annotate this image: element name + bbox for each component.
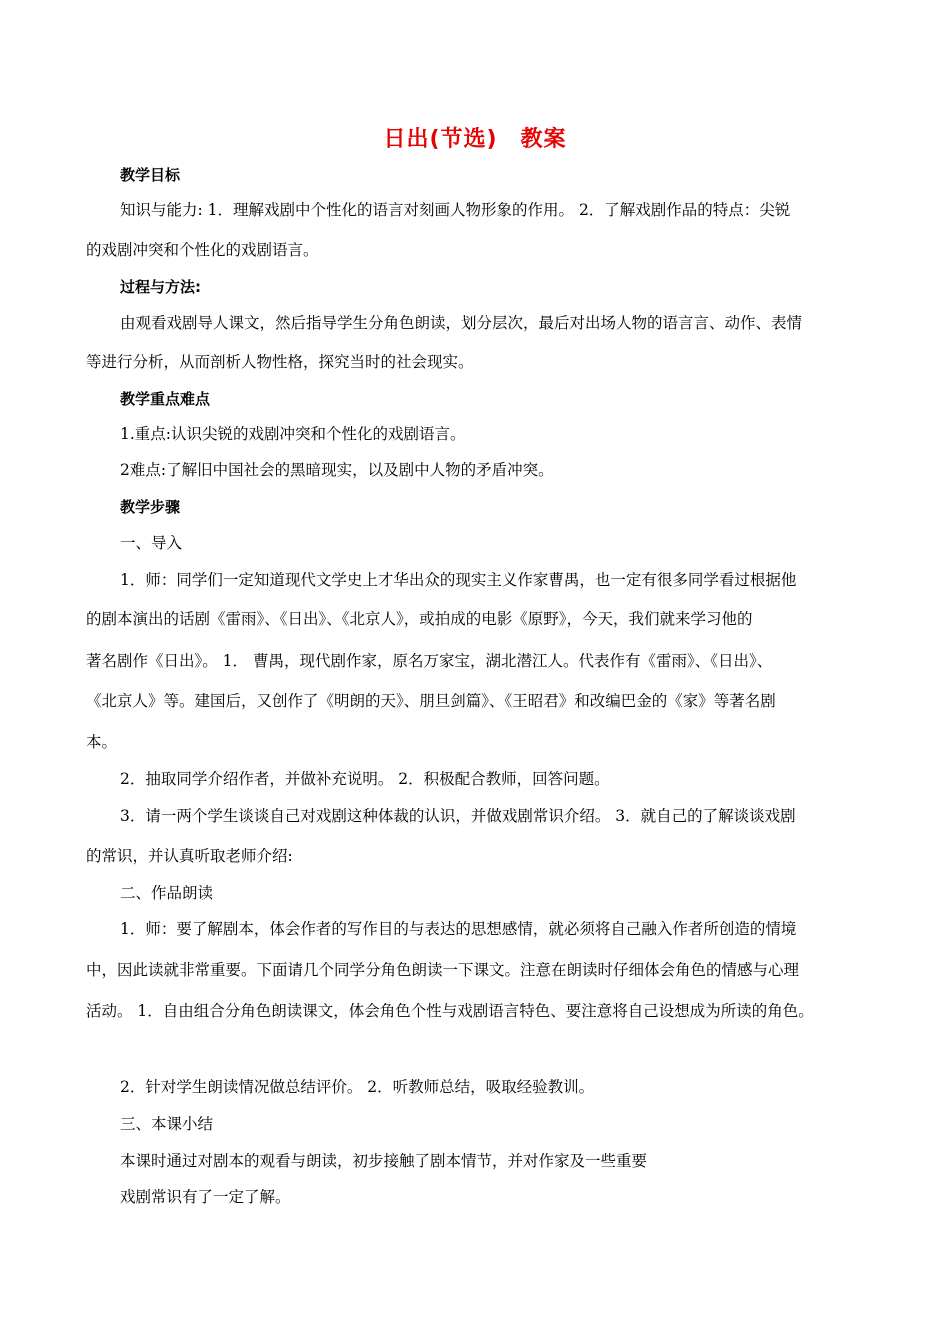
section-title: 三、本课小结 [120,1115,214,1133]
paragraph-line: 2．针对学生朗读情况做总结评价。 2．听教师总结，吸取经验教训。 [120,1078,595,1096]
paragraph-line: 著名剧作《日出》。 1． 曹禺，现代剧作家，原名万家宝，湖北潜江人。代表作有《雷雨》、《日出》、 [86,652,773,670]
paragraph-line: 的剧本演出的话剧《雷雨》、《日出》、《北京人》，或拍成的电影《原野》，今天，我们就来学习他的 [86,610,753,628]
goals-heading: 教学目标 [120,166,181,184]
paragraph-line: 3．请一两个学生谈谈自己对戏剧这种体裁的认识，并做戏剧常识介绍。 3．就自己的了解谈谈戏剧 [120,807,796,825]
paragraph-line: 本课时通过对剧本的观看与朗读，初步接触了剧本情节，并对作家及一些重要 [120,1152,648,1170]
process-text-line: 由观看戏剧导人课文，然后指导学生分角色朗读，划分层次，最后对出场人物的语言言、动作、表情 [120,314,803,332]
paragraph-line: 戏剧常识有了一定了解。 [120,1188,291,1206]
process-text-line: 等进行分析，从而剖析人物性格，探究当时的社会现实。 [86,353,474,371]
goals-text-line: 知识与能力: 1．理解戏剧中个性化的语言对刻画人物形象的作用。 2．了解戏剧作品的特点：尖锐 [120,201,791,219]
key-points-heading: 教学重点难点 [120,390,211,408]
goals-text-line: 的戏剧冲突和个性化的戏剧语言。 [86,241,319,259]
paragraph-line: 的常识，并认真听取老师介绍: [86,847,293,865]
section-title: 一、导入 [120,534,183,552]
paragraph-line: 1．师：同学们一定知道现代文学史上才华出众的现实主义作家曹禺，也一定有很多同学看过根据他 [120,571,797,589]
paragraph-line: 活动。 1．自由组合分角色朗读课文，体会角色个性与戏剧语言特色、要注意将自己设想成为所读的角色。 [86,1002,814,1020]
paragraph-line: 本。 [86,733,118,751]
paragraph-line: 1．师：要了解剧本，体会作者的写作目的与表达的思想感情，就必须将自己融入作者所创造的情境 [120,920,797,938]
page-title: 日出(节选) 教案 [383,127,567,152]
key-point-item: 1.重点:认识尖锐的戏剧冲突和个性化的戏剧语言。 [120,425,466,443]
key-point-item: 2难点:了解旧中国社会的黑暗现实，以及剧中人物的矛盾冲突。 [120,461,554,479]
paragraph-line: 《北京人》等。建国后，又创作了《明朗的天》、朋旦剑篇》、《王昭君》和改编巴金的《家》等著名剧 [86,692,776,710]
paragraph-line: 中，因此读就非常重要。下面请几个同学分角色朗读一下课文。注意在朗读时仔细体会角色的情感与心理 [86,961,800,979]
process-heading: 过程与方法: [120,278,201,296]
steps-heading: 教学步骤 [120,498,181,516]
section-title: 二、作品朗读 [120,884,214,902]
paragraph-line: 2．抽取同学介绍作者，并做补充说明。 2．积极配合教师，回答问题。 [120,770,610,788]
